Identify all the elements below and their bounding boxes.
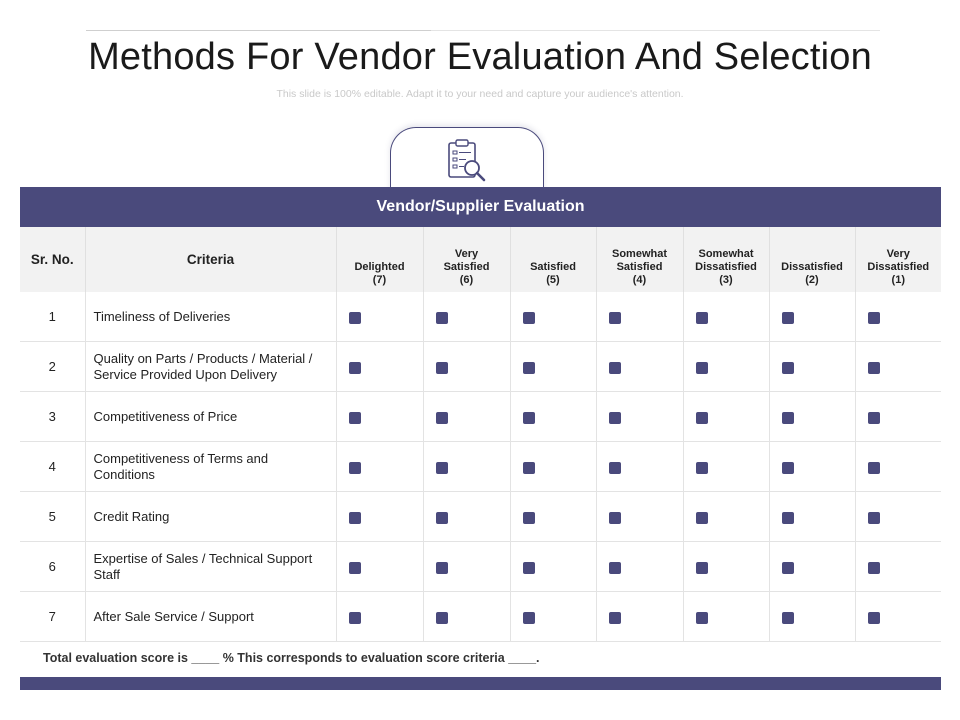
- rating-checkbox[interactable]: [782, 562, 794, 574]
- rating-cell: [510, 592, 596, 642]
- clipboard-magnifier-icon: [444, 137, 492, 187]
- total-score-note: Total evaluation score is ____ % This corresponds to evaluation score criteria ____.: [43, 651, 540, 665]
- rating-cell: [683, 492, 769, 542]
- rating-checkbox[interactable]: [696, 462, 708, 474]
- header-rating-line: (2): [805, 274, 819, 286]
- rating-checkbox[interactable]: [696, 612, 708, 624]
- rating-cell: [336, 492, 423, 542]
- table-banner: Vendor/Supplier Evaluation: [20, 187, 941, 227]
- vendor-evaluation-table: [20, 187, 941, 642]
- rating-checkbox[interactable]: [868, 562, 880, 574]
- rating-checkbox[interactable]: [436, 562, 448, 574]
- rating-checkbox[interactable]: [523, 512, 535, 524]
- header-rating-line: Very: [886, 248, 910, 260]
- header-rating-6: [855, 227, 941, 292]
- rating-cell: [596, 442, 683, 492]
- rating-checkbox[interactable]: [868, 412, 880, 424]
- rating-checkbox[interactable]: [349, 562, 361, 574]
- row-criteria: Expertise of Sales / Technical Support Staff: [85, 542, 336, 592]
- rating-cell: [336, 442, 423, 492]
- rating-checkbox[interactable]: [349, 312, 361, 324]
- rating-checkbox[interactable]: [523, 312, 535, 324]
- rating-cell: [769, 542, 855, 592]
- rating-checkbox[interactable]: [523, 562, 535, 574]
- row-criteria: Quality on Parts / Products / Material / Service Provided Upon Delivery: [85, 342, 336, 392]
- header-rating-1: [423, 227, 510, 292]
- rating-checkbox[interactable]: [868, 312, 880, 324]
- rating-checkbox[interactable]: [609, 562, 621, 574]
- header-rating-line: Somewhat: [611, 248, 667, 260]
- rating-checkbox[interactable]: [782, 512, 794, 524]
- rating-cell: [769, 392, 855, 442]
- rating-checkbox[interactable]: [609, 362, 621, 374]
- rating-checkbox[interactable]: [696, 412, 708, 424]
- rating-cell: [855, 542, 941, 592]
- rating-checkbox[interactable]: [868, 362, 880, 374]
- rating-cell: [683, 442, 769, 492]
- rating-cell: [855, 492, 941, 542]
- header-rating-line: Somewhat: [698, 248, 754, 260]
- rating-cell: [596, 292, 683, 342]
- header-rating-5: [769, 227, 855, 292]
- rating-cell: [683, 342, 769, 392]
- rating-cell: [769, 292, 855, 342]
- rating-cell: [510, 492, 596, 542]
- rating-checkbox[interactable]: [609, 462, 621, 474]
- rating-cell: [423, 492, 510, 542]
- row-sr-no: 4: [20, 442, 85, 492]
- table-header-row: [20, 227, 941, 292]
- rating-checkbox[interactable]: [349, 362, 361, 374]
- rating-checkbox[interactable]: [868, 512, 880, 524]
- rating-cell: [683, 542, 769, 592]
- header-rating-line: (3): [719, 274, 733, 286]
- rating-checkbox[interactable]: [782, 462, 794, 474]
- row-sr-no: 3: [20, 392, 85, 442]
- rating-cell: [769, 492, 855, 542]
- rating-checkbox[interactable]: [868, 462, 880, 474]
- rating-cell: [769, 342, 855, 392]
- rating-cell: [423, 542, 510, 592]
- rating-checkbox[interactable]: [436, 612, 448, 624]
- page-subtitle: This slide is 100% editable. Adapt it to your need and capture your audience's attention.: [276, 88, 684, 100]
- rating-cell: [423, 342, 510, 392]
- rating-checkbox[interactable]: [523, 362, 535, 374]
- table-row: [20, 392, 941, 442]
- header-rating-line: Dissatisfied: [695, 261, 757, 273]
- rating-checkbox[interactable]: [696, 362, 708, 374]
- header-rating-line: (7): [372, 274, 387, 286]
- rating-checkbox[interactable]: [523, 462, 535, 474]
- rating-checkbox[interactable]: [609, 412, 621, 424]
- rating-checkbox[interactable]: [782, 412, 794, 424]
- rating-cell: [855, 592, 941, 642]
- rating-cell: [683, 592, 769, 642]
- rating-checkbox[interactable]: [609, 612, 621, 624]
- rating-checkbox[interactable]: [782, 312, 794, 324]
- rating-checkbox[interactable]: [696, 312, 708, 324]
- rating-checkbox[interactable]: [349, 612, 361, 624]
- rating-cell: [769, 442, 855, 492]
- rating-checkbox[interactable]: [436, 462, 448, 474]
- rating-cell: [596, 392, 683, 442]
- rating-cell: [596, 592, 683, 642]
- table-row: [20, 542, 941, 592]
- table-row: [20, 342, 941, 392]
- rating-checkbox[interactable]: [436, 412, 448, 424]
- rating-checkbox[interactable]: [349, 512, 361, 524]
- table-row: [20, 492, 941, 542]
- rating-checkbox[interactable]: [609, 512, 621, 524]
- rating-cell: [423, 592, 510, 642]
- rating-cell: [769, 592, 855, 642]
- rating-checkbox[interactable]: [349, 412, 361, 424]
- header-rating-line: Dissatisfied: [867, 261, 930, 273]
- table-row: [20, 442, 941, 492]
- rating-cell: [855, 392, 941, 442]
- rating-checkbox[interactable]: [868, 612, 880, 624]
- rating-cell: [510, 392, 596, 442]
- rating-cell: [510, 342, 596, 392]
- rating-checkbox[interactable]: [523, 412, 535, 424]
- rating-cell: [423, 442, 510, 492]
- row-sr-no: 7: [20, 592, 85, 642]
- header-rating-line: (6): [459, 274, 474, 286]
- rating-cell: [423, 392, 510, 442]
- header-rating-2: [510, 227, 596, 292]
- rating-cell: [336, 392, 423, 442]
- rating-cell: [683, 292, 769, 342]
- page-title: Methods For Vendor Evaluation And Selection: [88, 36, 872, 78]
- rating-checkbox[interactable]: [696, 512, 708, 524]
- rating-cell: [596, 342, 683, 392]
- header-rating-line: Satisfied: [530, 261, 576, 273]
- rating-cell: [683, 392, 769, 442]
- rating-cell: [423, 292, 510, 342]
- rating-checkbox[interactable]: [523, 612, 535, 624]
- row-criteria: Credit Rating: [85, 492, 336, 542]
- row-sr-no: 6: [20, 542, 85, 592]
- header-rating-line: (5): [546, 274, 560, 286]
- rating-cell: [336, 342, 423, 392]
- row-sr-no: 5: [20, 492, 85, 542]
- rating-checkbox[interactable]: [436, 512, 448, 524]
- rating-cell: [336, 292, 423, 342]
- table-body: [20, 292, 941, 642]
- row-criteria: Competitiveness of Price: [85, 392, 336, 442]
- header-rating-line: Satisfied: [443, 261, 490, 273]
- header-rating-line: Very: [454, 248, 479, 260]
- rating-cell: [855, 292, 941, 342]
- row-sr-no: 2: [20, 342, 85, 392]
- rating-checkbox[interactable]: [696, 562, 708, 574]
- row-sr-no: 1: [20, 292, 85, 342]
- top-divider: [86, 30, 880, 31]
- rating-cell: [510, 442, 596, 492]
- rating-cell: [510, 542, 596, 592]
- row-criteria: After Sale Service / Support: [85, 592, 336, 642]
- rating-cell: [596, 542, 683, 592]
- header-rating-line: Satisfied: [616, 261, 663, 273]
- rating-cell: [596, 492, 683, 542]
- header-rating-line: Delighted: [354, 261, 405, 273]
- rating-checkbox[interactable]: [436, 362, 448, 374]
- header-rating-4: [683, 227, 769, 292]
- rating-checkbox[interactable]: [609, 312, 621, 324]
- row-criteria: Competitiveness of Terms and Conditions: [85, 442, 336, 492]
- rating-cell: [510, 292, 596, 342]
- header-rating-line: (4): [632, 274, 647, 286]
- rating-cell: [855, 442, 941, 492]
- table-row: [20, 292, 941, 342]
- table-row: [20, 592, 941, 642]
- rating-checkbox[interactable]: [782, 362, 794, 374]
- rating-checkbox[interactable]: [436, 312, 448, 324]
- rating-cell: [855, 342, 941, 392]
- header-sr-no: Sr. No.: [20, 227, 85, 292]
- header-rating-line: Dissatisfied: [781, 261, 843, 273]
- rating-checkbox[interactable]: [782, 612, 794, 624]
- rating-checkbox[interactable]: [349, 462, 361, 474]
- header-criteria: Criteria: [85, 227, 336, 292]
- rating-cell: [336, 542, 423, 592]
- header-rating-0: [336, 227, 423, 292]
- footer-bar: [20, 677, 941, 690]
- header-rating-3: [596, 227, 683, 292]
- header-rating-line: (1): [891, 274, 905, 286]
- row-criteria: Timeliness of Deliveries: [85, 292, 336, 342]
- rating-cell: [336, 592, 423, 642]
